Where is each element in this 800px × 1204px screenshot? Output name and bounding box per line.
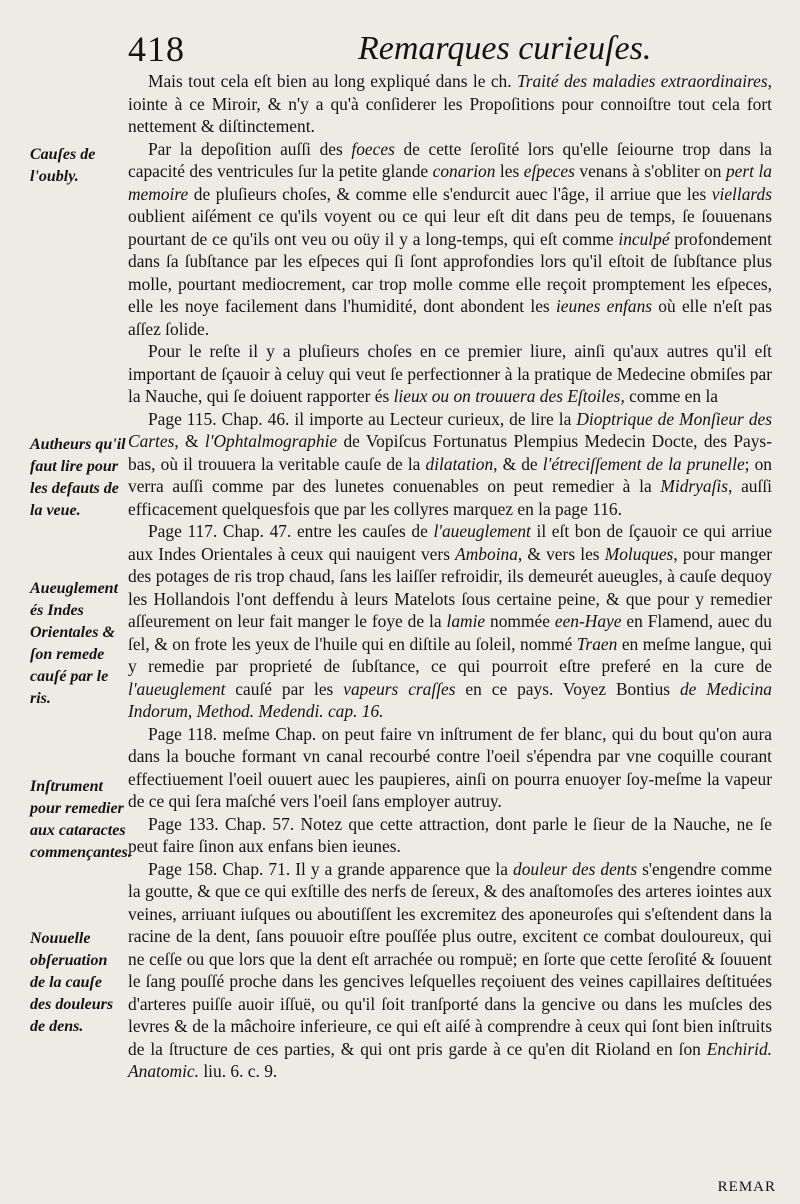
- paragraph: Pour le reſte il y a pluſieurs choſes en ce premier liure, ainſi qu'aux autres qu'il eſt important de ſçauoir à celuy qui veut ſe perfectionner à la pratique de Medecine obmiſes par la Nauche, qui ſe doiuent rapporter és lieux ou on trouuera des Eſtoiles, comme en la: [128, 341, 772, 406]
- margin-note-dens: Nouuelle obſeruation de la cauſe des douleurs de dens.: [30, 930, 114, 1035]
- paragraph: Page 117. Chap. 47. entre les cauſes de l'aueuglement il eſt bon de ſçauoir ce qui arriue aux Indes Orientales à ceux qui nauigent vers Amboina, & vers les Moluques, pour manger des potages de ris trop chaud, ſans les laiſſer refroidir, ils demeurét aueugles, à cauſe dequoy les Hollandois l'ont deffendu à leurs Matelots ſous certaine peine, & que pour y remedier aſſeurement on leur fait manger le foye de la lamie nommée een-Haye en Flamend, auec du ſel, & on frote les yeux de l'huile qui en diſtile au ſoleil, nommé Traen en meſme langue, qui y remedie par proprieté de ſubſtance, ce qui pourroit eſtre preferé en la cure de l'aueuglement cauſé par les vapeurs craſſes en ce pays. Voyez Bontius de Medicina Indorum, Method. Medendi. cap. 16.: [128, 521, 772, 721]
- margin-note-oubly: Cauſes de l'oubly.: [30, 146, 96, 185]
- margin-note-instrument: Inſtrument pour remedier aux cataractes commençantes.: [30, 778, 132, 861]
- main-text: [128, 70, 772, 1083]
- running-title: Remarques curieuſes.: [358, 30, 652, 67]
- margin-note-veue: Autheurs qu'il faut lire pour les defauts de la veue.: [30, 436, 126, 519]
- paragraph: Mais tout cela eſt bien au long expliqué dans le ch. Traité des maladies extraordinaires, iointe à ce Miroir, & n'y a qu'à conſiderer les Propoſitions pour connoiſtre tout cela fort nettement & diſtinctement.: [128, 71, 773, 136]
- paragraph: Page 118. meſme Chap. on peut faire vn inſtrument de fer blanc, qui du bout qu'on aura dans la bouche formant vn canal recourbé contre l'oeil s'épendra par vne coquille courant effectiuement l'oeil ouuert auec les paupieres, ainſi on pourra enuoyer ſoy-meſme la vapeur de ce qui ſera maſché vers l'oeil ſans employer autruy.: [128, 723, 772, 811]
- page-number: 418: [128, 29, 185, 69]
- paragraph: Page 133. Chap. 57. Notez que cette attraction, dont parle le ſieur de la Nauche, ne ſe peut faire ſinon aux enfans bien ieunes.: [128, 813, 772, 856]
- paragraph: Par la depoſition auſſi des foeces de cette ſeroſité lors qu'elle ſeiourne trop dans la capacité des ventricules ſur la petite glande conarion les eſpeces venans à s'obliter on pert la memoire de pluſieurs choſes, & comme elle s'endurcit auec l'âge, il arriue que les viellards oublient aiſément ce qu'ils voyent ou ce qui leur eſt dit dans peu de temps, ſe ſouuenans pourtant de ce qu'ils ont veu ou oüy il y a long-temps, qui eſt comme inculpé profondement dans ſa ſubſtance par les eſpeces qui ſi ſont approfondies lors qu'il eſtoit de ſubſtance plus molle, pourtant mediocrement, car trop molle comme elle reçoit promptement les eſpeces, elle les noye facilement dans l'humidité, dont abondent les ieunes enfans où elle n'eſt pas aſſez ſolide.: [128, 138, 773, 339]
- catchword: REMAR: [717, 1179, 776, 1195]
- margin-note-aueuglement: Aueuglement és Indes Orientales & ſon remede cauſé par le ris.: [30, 580, 119, 707]
- paragraph: Page 115. Chap. 46. il importe au Lecteur curieux, de lire la Dioptrique de Monſieur des Cartes, & l'Ophtalmographie de Vopiſcus Fortunatus Plempius Medecin Docte, des Pays-bas, où il trouuera la veritable cauſe de la dilatation, & de l'étreciſſement de la prunelle; on verra auſſi comme par des lunetes conuenables on peut remedier à la Midryaſis, auſſi efficacement quelquesfois que par les collyres marquez en la page 116.: [128, 408, 772, 519]
- paragraph: Page 158. Chap. 71. Il y a grande apparence que la douleur des dents s'engendre comme la goutte, & que ce qui exſtille des nerfs de ſereux, & des anaſtomoſes des arteres iointes aux veines, arriuant iuſques ou aboutiſſent les excremitez des aponeuroſes qui s'eſtendent dans la racine de la dent, ſans pouuoir eſtre pouſſée plus outre, excitent ce combat douloureux, qui ne ceſſe ou que lors que la dent eſt arrachée ou rompuë; en ſorte que cette ſeroſité & ſouuent le ſang pouſſé proche dans les gencives leſquelles reçoiuent des veines capillaires deſtituées d'arteres puiſſe auoir iſſuë, ou qu'il ſoit tranſporté dans la gencive ou dans les muſcles des levres & de la mâchoire inferieure, ce qui eſt aiſé à comprendre à ceux qui ſont bien inſtruits de la ſtructure de ces parties, & qui ont pris garde à ce qu'en dit Rioland en ſon Enchirid. Anatomic. liu. 6. c. 9.: [128, 858, 773, 1081]
